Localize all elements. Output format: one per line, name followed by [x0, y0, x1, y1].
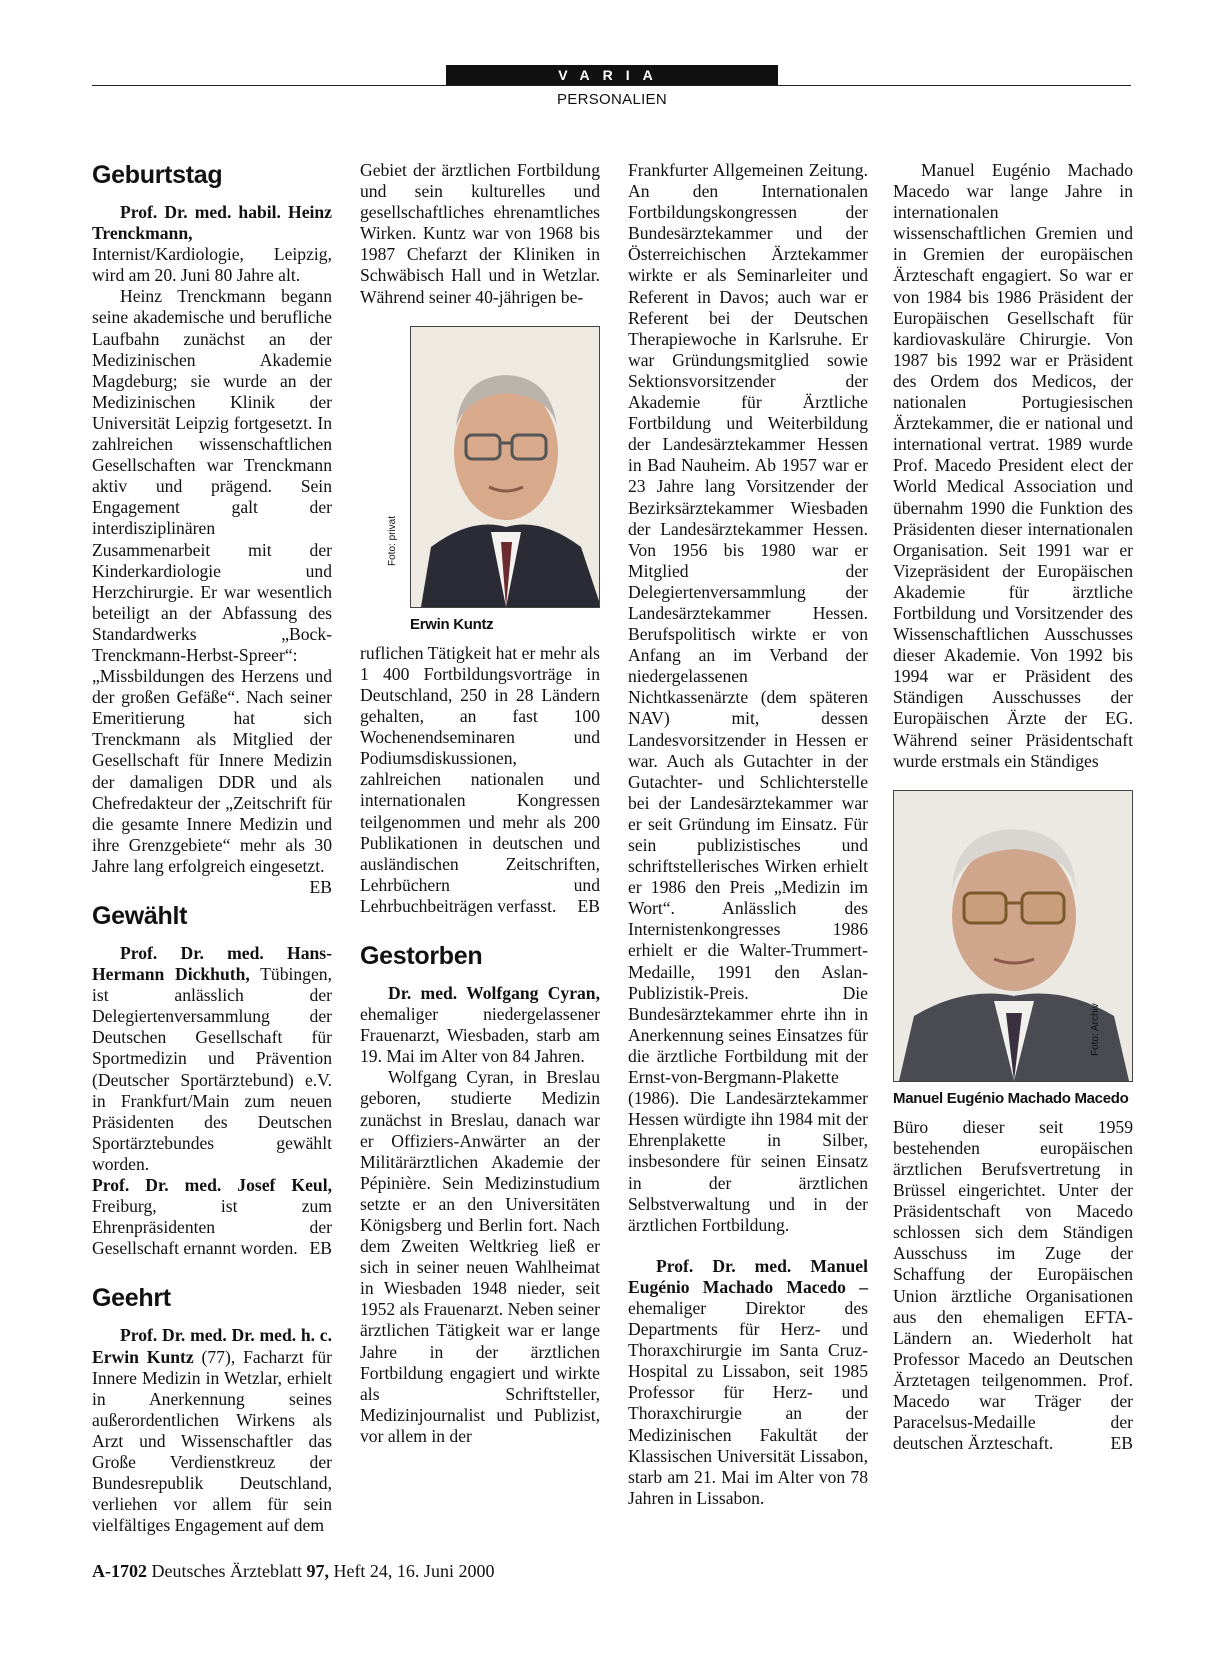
photo-credit: Foto: privat [387, 515, 398, 566]
photo-macedo-figure [893, 790, 1133, 1109]
photo-caption: Erwin Kuntz [410, 615, 494, 633]
paragraph-keul: Prof. Dr. med. Josef Keul, Freiburg, ist zum Ehrenpräsidenten der Gesellschaft ernannt worden. EB [92, 1175, 332, 1259]
paragraph-macedo-intro: Prof. Dr. med. Manuel Eugénio Machado Macedo – ehemaliger Direktor des Departments für Herz- und Thoraxchirurgie im Santa Cruz-Hospital zu Lissabon, seit 1985 Professor für Herz- und Thoraxchirurgie an der Medizinischen Fakultät der Klassischen Universität Lissabon, starb am 21. Mai im Alter von 78 Jahren in Lissabon. [628, 1255, 868, 1508]
heading-geburtstag: Geburtstag [92, 161, 223, 189]
page-number: A-1702 [92, 1561, 147, 1581]
heading-geehrt: Geehrt [92, 1284, 171, 1313]
varia-banner: VARIA [446, 65, 778, 85]
paragraph-kuntz-cont: Gebiet der ärztlichen Fortbildung und sein kulturelles und gesellschaftliches ehrenamtliches Wirken. Kuntz war von 1968 bis 1987 Chefarzt der Kliniken in Schwäbisch Hall und in Wetzlar. Während seiner 40-jährigen be- [360, 160, 600, 307]
photo-credit: Foto: Archiv [1090, 1002, 1102, 1056]
paragraph-macedo-end: Büro dieser seit 1959 bestehenden europäischen ärztlichen Berufsvertretung in Brüssel eingerichtet. Unter der Präsidentschaft von Macedo schlossen sich dem Ständigen Ausschuss im Zuge der Schaffung der Europäischen Union ärztliche Organisationen aus den ehemaligen EFTA-Ländern an. Wiederholt hat Professor Macedo an Deutschen Ärztetagen teilgenommen. Prof. Macedo war Träger der Paracelsus-Medaille der deutschen Ärzteschaft. EB [893, 1116, 1133, 1454]
paragraph-cyran-cont: Frankfurter Allgemeinen Zeitung. An den Internationalen Fortbildungskongressen der Bundesärztekammer und der Österreichischen Ärztekammer wirkte er als Seminarleiter und Referent in Davos; auch war er Referent bei der Deutschen Therapiewoche in Karlsruhe. Er war Gründungsmitglied sowie Sektionsvorsitzender der Akademie für Ärztliche Fortbildung und Weiterbildung der Landesärztekammer Hessen in Bad Nauheim. Ab 1957 war er 23 Jahre lang Vorsitzender der Bezirksärztekammer Wiesbaden der Landesärztekammer Hessen. Von 1956 bis 1980 war er Mitglied der Delegiertenversammlung der Landesärztekammer Hessen. Berufspolitisch wirkte er von Anfang an im Verband der niedergelassenen Nichtkassenärzte (dem späteren NAV) mit, dessen Landesvorsitzender in Hessen er war. Auch als Gutachter in der Gutachter- und Schlichterstelle bei der Landesärztekammer war er seit Gründung im Einsatz. Für sein publizistisches und schriftstellerisches Wirken erhielt er 1986 den Preis „Medizin im Wort“. Anlässlich des Internistenkongresses 1986 erhielt er die Walter-Trummert-Medaille, 1991 den Aslan-Publizistik-Preis. Die Bundesärztekammer ehrte ihn in Anerkennung seines Einsatzes für die ärztliche Fortbildung mit der Ernst-von-Bergmann-Plakette (1986). Die Landesärztekammer Hessen würdigte ihn 1984 mit der Ehrenplakette in Silber, insbesondere für seinen Einsatz in der ärztlichen Selbstverwaltung und in der ärztlichen Fortbildung. [628, 160, 868, 1235]
column-2 [360, 160, 600, 1447]
section-label: PERSONALIEN [557, 91, 667, 108]
photo-caption: Manuel Eugénio Machado Macedo [893, 1089, 1129, 1107]
paragraph-trenckmann-bio: Heinz Trenckmann begann seine akademische und berufliche Laufbahn zunächst an der Medizinischen Akademie Magdeburg; sie wurde an der Medizinischen Klinik der Universität Leipzig fortgesetzt. In zahlreichen wissenschaftlichen Gesellschaften war Trenckmann aktiv und prägend. Sein Engagement galt der interdisziplinären Zusammenarbeit mit der Kinderkardiologie und Herzchirurgie. Er war wesentlich beteiligt an der Abfassung des Standardwerks „Bock-Trenckmann-Herbst-Spreer“: „Missbildungen des Herzens und der großen Gefäße“. Nach seiner Emeritierung hat sich Trenckmann als Mitglied der Gesellschaft für Innere Medizin der damaligen DDR und als Chefredakteur der „Zeitschrift für die gesamte Innere Medizin und ihre Grenzgebiete“ mehr als 30 Jahre lang erfolgreich eingesetzt. EB [92, 286, 332, 897]
signature-eb: EB [309, 1238, 332, 1259]
heading-gestorben: Gestorben [360, 941, 483, 970]
signature-eb: EB [1110, 1433, 1133, 1454]
paragraph-macedo-bio: Manuel Eugénio Machado Macedo war lange Jahre in internationalen wissenschaftlichen Gremien und in Gremien der europäischen Ärzteschaft engagiert. So war er von 1984 bis 1986 Präsident der Europäischen Gesellschaft für kardiovaskuläre Chirurgie. Von 1987 bis 1992 war er Präsident des Ordem dos Medicos, der nationalen Portugiesischen Ärztekammer, die er national und international vertrat. 1989 wurde Prof. Macedo President elect der World Medical Association und übernahm 1990 die Funktion des Präsidenten dieser internationalen Organisation. Seit 1991 war er Vizepräsident der Europäischen Akademie für ärztliche Fortbildung und Vorsitzender des Wissenschaftlichen Ausschusses dieser Akademie. Von 1992 bis 1994 war er Präsident des Ständigen Ausschusses der Europäischen Ärzte der EG. Während seiner Präsidentschaft wurde erstmals ein Ständiges [893, 160, 1133, 771]
journal-name: Deutsches Ärzteblatt [151, 1561, 302, 1581]
paragraph-kuntz-end: ruflichen Tätigkeit hat er mehr als 1 400 Fortbildungsvorträge in Deutschland, 250 in 28 Ländern gehalten, an fast 100 Wochenendseminaren und Podiumsdiskussionen, zahlreichen nationalen und internationalen Kongressen teilgenommen und mehr als 200 Publikationen in deutschen und ausländischen Zeitschriften, Lehrbüchern und Lehrbuchbeiträgen verfasst. EB [360, 642, 600, 916]
paragraph-trenckmann-intro: Prof. Dr. med. habil. Heinz Trenckmann, Internist/Kardiologie, Leipzig, wird am 20. Juni 80 Jahre alt. [92, 202, 332, 286]
signature-eb: EB [309, 877, 332, 897]
paragraph-dickhuth: Prof. Dr. med. Hans-Hermann Dickhuth, Tübingen, ist anlässlich der Delegiertenversammlung der Deutschen Gesellschaft für Sportmedizin und Prävention (Deutscher Sportärztebund) e.V. in Frankfurt/Main zum neuen Präsidenten des Deutschen Sportärztebundes gewählt worden. [92, 943, 332, 1174]
paragraph-cyran-intro: Dr. med. Wolfgang Cyran, ehemaliger niedergelassener Frauenarzt, Wiesbaden, starb am 19. Mai im Alter von 84 Jahren. [360, 982, 600, 1067]
column-4 [893, 160, 1133, 1454]
name-trenckmann: Prof. Dr. med. habil. Heinz Trenckmann, [92, 202, 332, 244]
paragraph-kuntz: Prof. Dr. med. Dr. med. h. c. Erwin Kuntz (77), Facharzt für Innere Medizin in Wetzlar, erhielt in Anerkennung seines außerordentlichen Wirkens als Arzt und Wissenschaftler das Große Verdienstkreuz der Bundesrepublik Deutschland, verliehen vor allem für sein vielfältiges Engagement auf dem [92, 1325, 332, 1536]
signature-eb: EB [577, 895, 600, 916]
column-3 [628, 160, 868, 1509]
paragraph-cyran-bio: Wolfgang Cyran, in Breslau geboren, studierte Medizin zunächst in Breslau, danach war er Offiziers-Anwärter an der Militärärztlichen Akademie der Pépinière. Sein Medizinstudium setzte er an den Universitäten Königsberg und Berlin fort. Nach dem Zweiten Weltkrieg ließ er sich in seiner neuen Wahlheimat in Wiesbaden 1948 nieder, seit 1952 als Frauenarzt. Neben seiner ärztlichen Tätigkeit war er lange Jahre in der ärztlichen Fortbildung engagiert und wirkte als Schriftsteller, Medizinjournalist und Publizist, vor allem in der [360, 1067, 600, 1446]
column-1 [92, 160, 332, 1536]
issue-date: Heft 24, 16. Juni 2000 [333, 1561, 495, 1581]
portrait-image [411, 327, 600, 607]
header-rule [92, 85, 1131, 86]
page-footer [92, 1561, 494, 1582]
heading-gewaehlt: Gewählt [92, 902, 188, 930]
volume-number: 97, [306, 1561, 329, 1581]
photo-macedo [893, 790, 1133, 1082]
photo-kuntz [410, 326, 600, 608]
photo-kuntz-figure [360, 326, 600, 635]
